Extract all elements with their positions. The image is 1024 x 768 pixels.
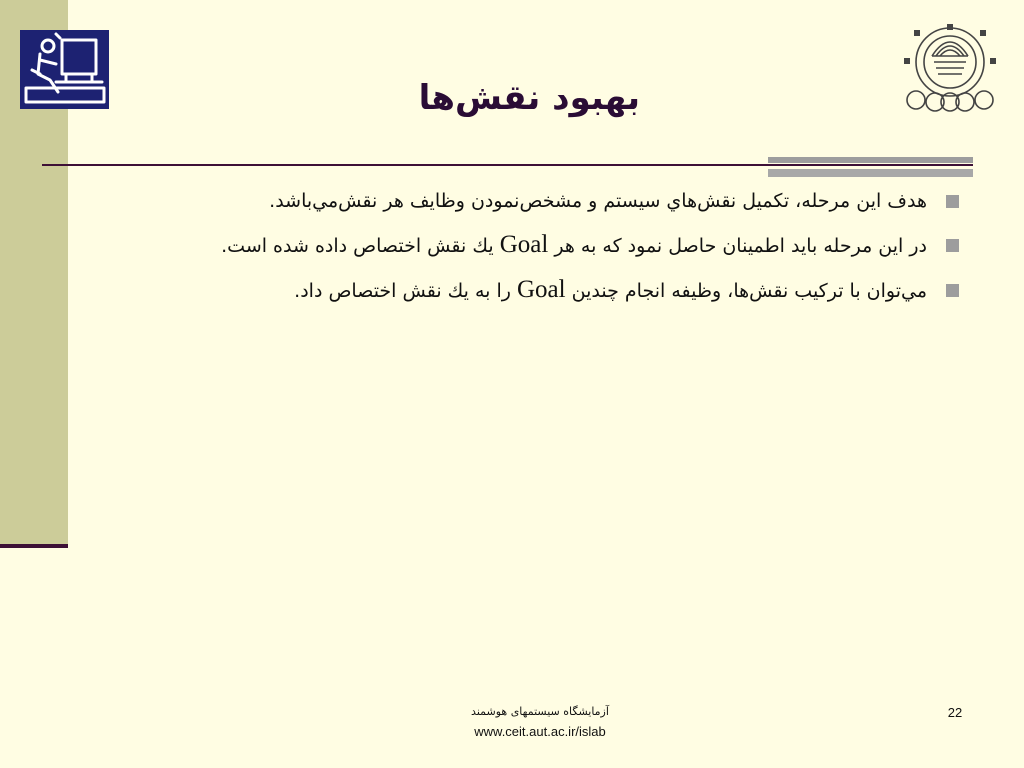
university-emblem-icon [902, 22, 998, 118]
sidebar-bottom-line [0, 544, 68, 548]
footer-lab-name: آزمایشگاه سیستمهای هوشمند [471, 705, 609, 718]
bullet-text: هدف اين مرحله، تكميل نقش‌هاي سيستم و مشخص‌نمودن وظايف هر نقش‌مي‌باشد. [269, 190, 927, 212]
bullet-list [110, 182, 965, 316]
slide-title: بهبود نقش‌ها [418, 78, 640, 118]
bullet-text-before: مي‌توان با تركيب نقش‌ها، وظيفه انجام چندين [565, 280, 927, 302]
page-number: 22 [947, 705, 963, 720]
lab-logo-icon [20, 30, 109, 109]
bullet-text-after: يك نقش اختصاص داده شده است. [221, 235, 500, 257]
footer-url: www.ceit.aut.ac.ir/islab [474, 724, 606, 739]
goal-term: Goal [517, 276, 566, 303]
bullet-text-before: در اين مرحله بايد اطمينان حاصل نمود كه به هر [548, 235, 927, 257]
bullet-item [110, 271, 965, 310]
bullet-marker-icon [946, 284, 959, 297]
bullet-text-after: را به يك نقش اختصاص داد. [294, 280, 517, 302]
goal-term: Goal [499, 231, 549, 258]
bullet-item [110, 226, 965, 265]
bullet-marker-icon [946, 195, 959, 208]
bullet-item [110, 182, 965, 220]
bullet-marker-icon [946, 239, 959, 252]
title-rule-accent [768, 157, 973, 178]
